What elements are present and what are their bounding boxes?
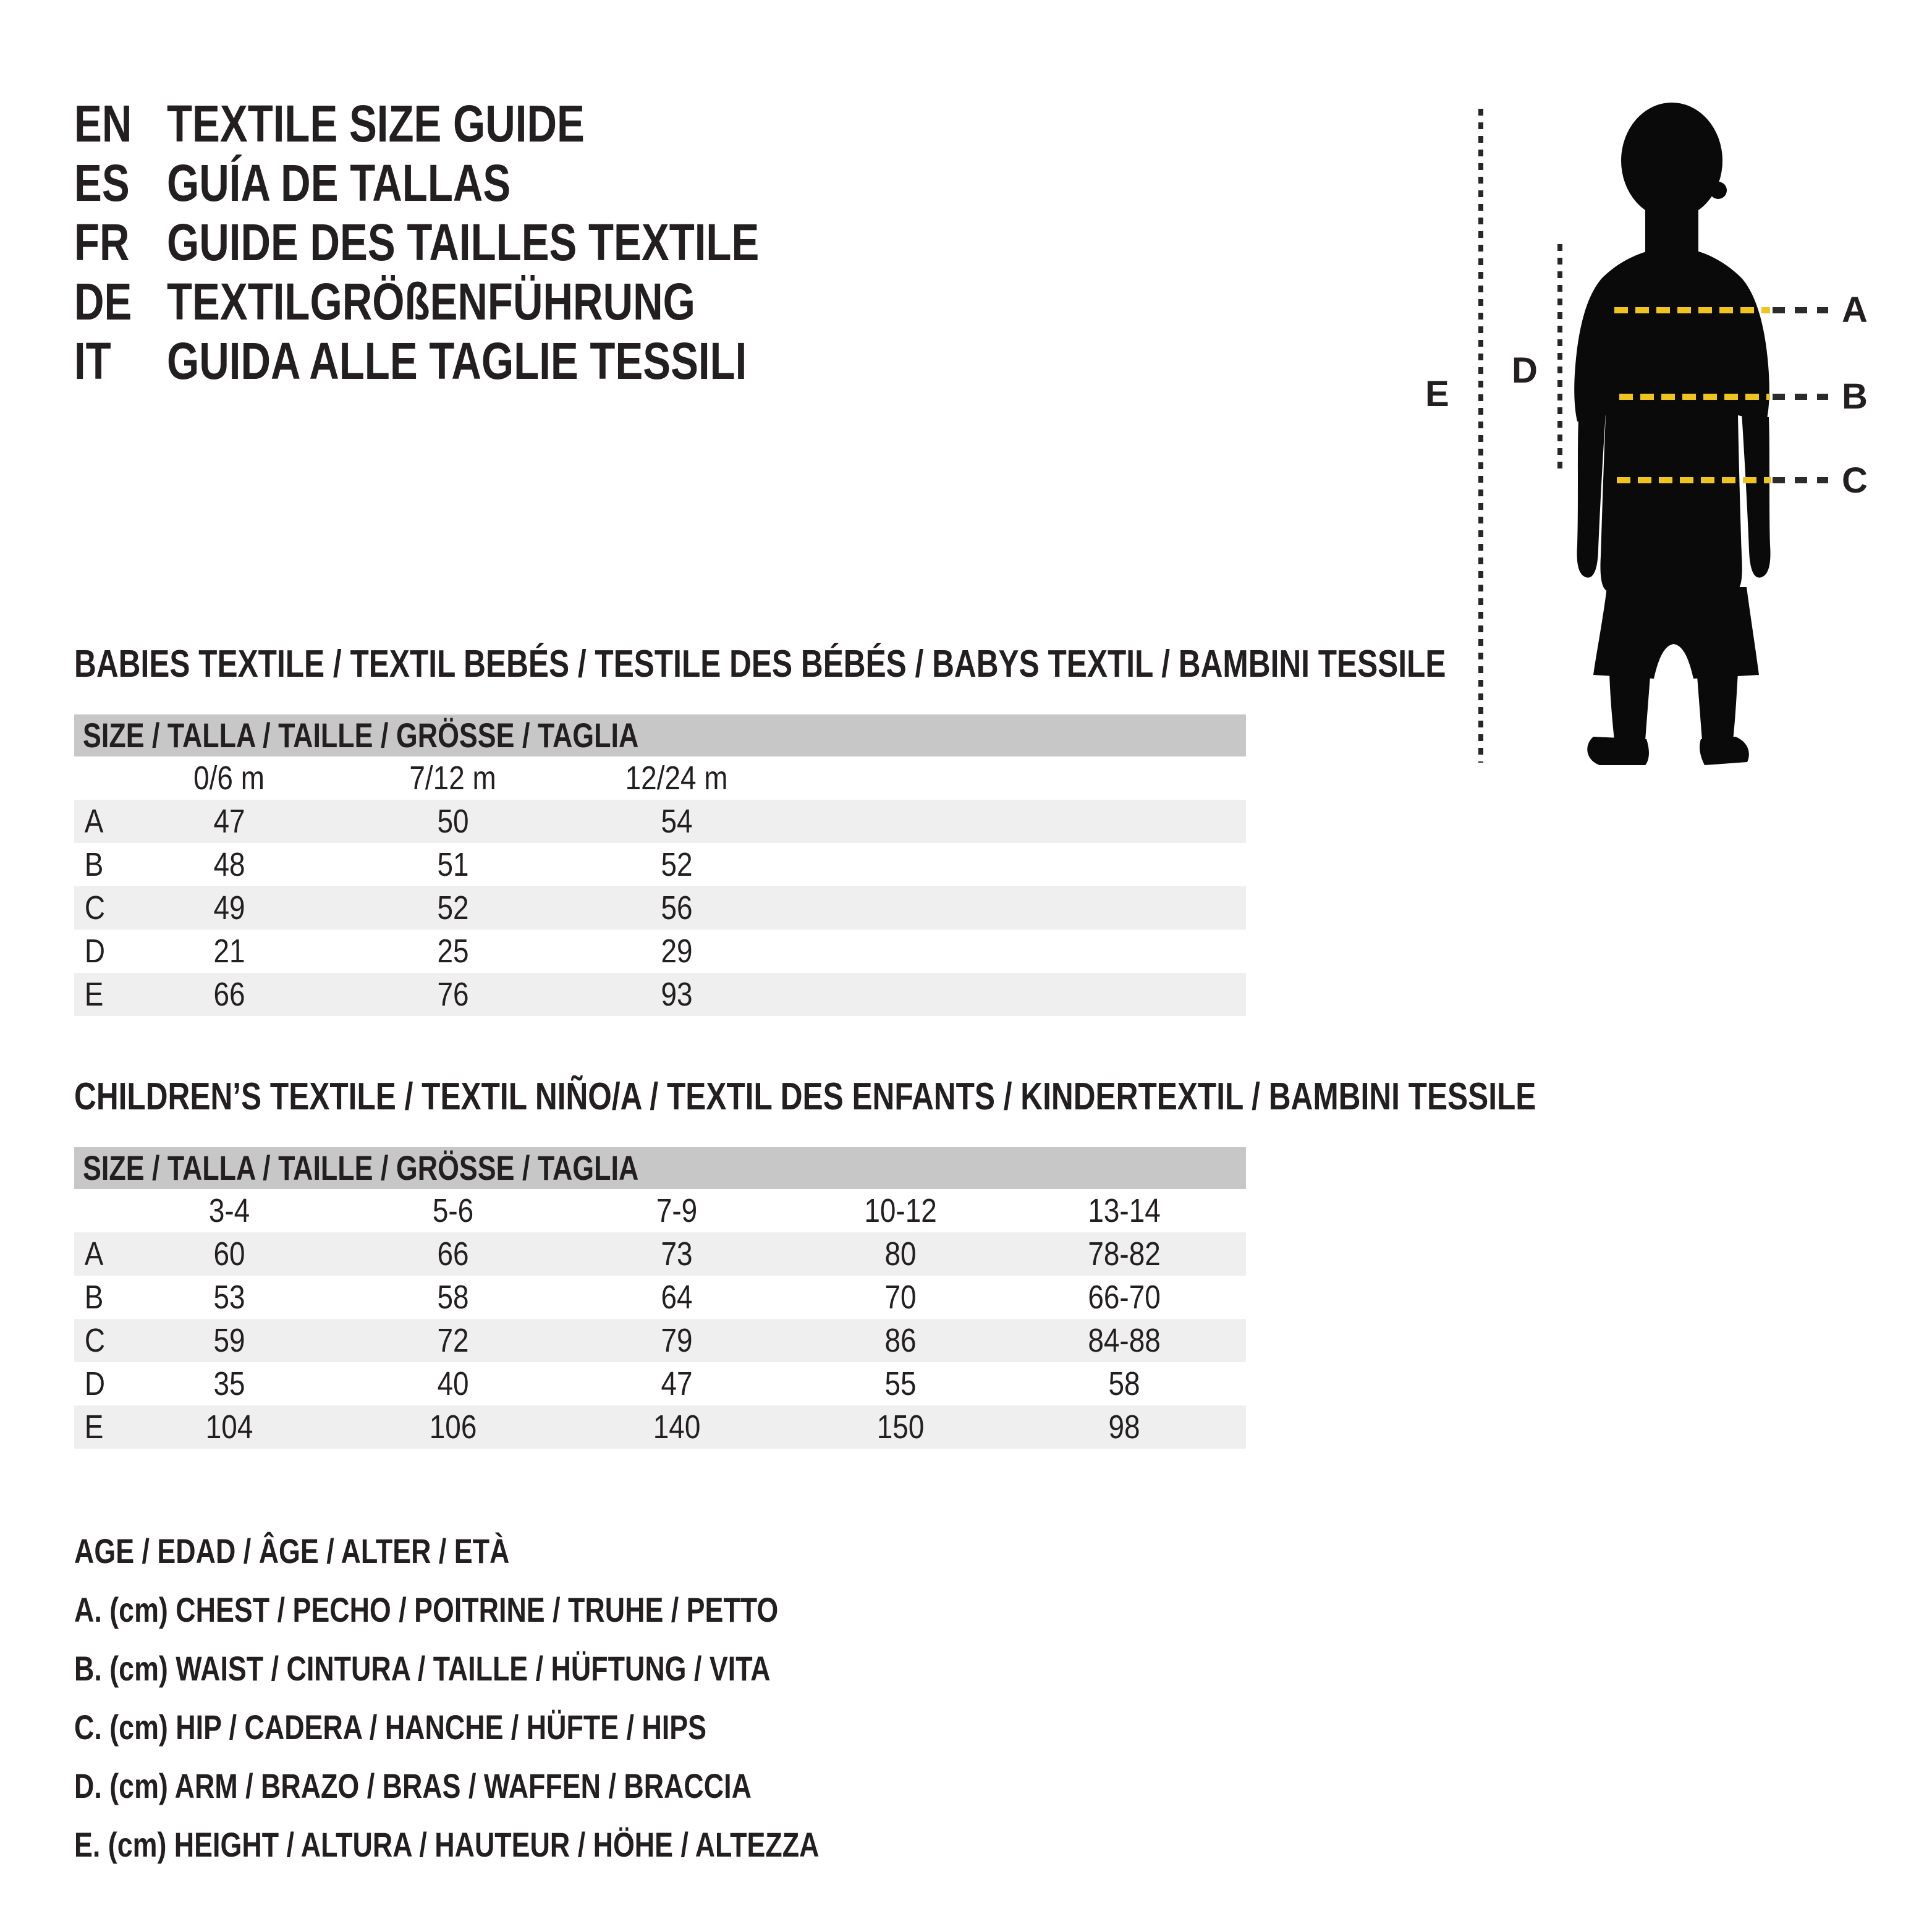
cell-value: 93: [661, 976, 693, 1013]
language-title: GUIDA ALLE TAGLIE TESSILI: [167, 331, 747, 390]
table-row: [74, 1276, 1246, 1319]
row-label: E: [84, 1409, 104, 1446]
children-column-header: 5-6: [432, 1192, 474, 1229]
marker-label-d: D: [1512, 350, 1538, 391]
table-row: [74, 1319, 1246, 1362]
language-title: GUIDE DES TAILLES TEXTILE: [167, 213, 760, 271]
language-title: TEXTILE SIZE GUIDE: [167, 94, 585, 153]
language-code: DE: [74, 272, 132, 331]
cell-value: 150: [876, 1409, 925, 1446]
cell-value: 58: [437, 1279, 469, 1316]
waist-dash-black: [1773, 394, 1828, 400]
cell-value: 66-70: [1088, 1279, 1161, 1316]
table-row: [74, 930, 1246, 973]
cell-value: 29: [661, 933, 693, 970]
legend-age: AGE / EDAD / ÂGE / ALTER / ETÀ: [74, 1532, 510, 1570]
cell-value: 98: [1108, 1409, 1140, 1446]
table-row: [74, 1362, 1246, 1405]
row-label: E: [84, 976, 104, 1013]
table-row: [74, 1232, 1246, 1276]
cell-value: 47: [661, 1365, 693, 1402]
language-row-de: [74, 272, 907, 331]
row-label: B: [84, 1279, 104, 1316]
legend-waist: B. (cm) WAIST / CINTURA / TAILLE / HÜFTUNG / VITA: [74, 1649, 771, 1688]
cell-value: 84-88: [1088, 1322, 1161, 1359]
chest-dash-black: [1773, 307, 1828, 313]
cell-value: 35: [213, 1365, 245, 1402]
legend-arm: D. (cm) ARM / BRAZO / BRAS / WAFFEN / BRACCIA: [74, 1766, 752, 1805]
table-row: [74, 800, 1246, 843]
cell-value: 49: [213, 889, 245, 926]
cell-value: 86: [884, 1322, 917, 1359]
marker-label-a: A: [1842, 290, 1868, 330]
language-row-fr: [74, 213, 907, 272]
cell-value: 53: [213, 1279, 245, 1316]
cell-value: 55: [884, 1365, 917, 1402]
children-column-header: 13-14: [1088, 1192, 1161, 1229]
cell-value: 51: [437, 846, 469, 883]
cell-value: 80: [884, 1235, 917, 1273]
cell-value: 104: [205, 1409, 253, 1446]
cell-value: 66: [213, 976, 245, 1013]
chest-dash-yellow: [1614, 307, 1770, 313]
language-row-en: [74, 94, 907, 153]
row-label: C: [84, 889, 106, 926]
cell-value: 76: [437, 976, 469, 1013]
cell-value: 52: [661, 846, 693, 883]
legend-hip: C. (cm) HIP / CADERA / HANCHE / HÜFTE / HIPS: [74, 1708, 707, 1747]
children-size-header-band: SIZE / TALLA / TAILLE / GRÖSSE / TAGLIA: [74, 1147, 1246, 1189]
child-silhouette-graphic: [1570, 99, 1805, 773]
row-label: D: [84, 933, 106, 970]
table-row: [74, 886, 1246, 930]
silhouette-left-shoe: [1587, 737, 1649, 765]
silhouette-right-leg: [1697, 672, 1738, 740]
waist-dash-yellow: [1619, 394, 1770, 400]
cell-value: 48: [213, 846, 245, 883]
row-label: B: [84, 846, 104, 883]
table-row: [74, 1405, 1246, 1449]
cell-value: 70: [884, 1279, 917, 1316]
cell-value: 25: [437, 933, 469, 970]
language-title: GUÍA DE TALLAS: [167, 153, 511, 212]
babies-section-title: BABIES TEXTILE / TEXTIL BEBÉS / TESTILE DES BÉBÉS / BABYS TEXTIL / BAMBINI TESSILE: [74, 643, 1446, 685]
language-code: IT: [74, 331, 111, 390]
marker-label-b: B: [1842, 376, 1868, 417]
cell-value: 59: [213, 1322, 245, 1359]
language-title: TEXTILGRÖßENFÜHRUNG: [167, 272, 695, 331]
cell-value: 64: [661, 1279, 693, 1316]
language-code: EN: [74, 94, 132, 153]
hip-dash-black: [1773, 477, 1828, 483]
legend-height: E. (cm) HEIGHT / ALTURA / HAUTEUR / HÖHE / ALTEZZA: [74, 1825, 820, 1864]
row-label: A: [84, 803, 104, 840]
cell-value: 50: [437, 803, 469, 840]
silhouette-right-arm: [1742, 413, 1770, 578]
language-code: ES: [74, 153, 130, 212]
babies-column-header-row: [74, 756, 1246, 800]
cell-value: 52: [437, 889, 469, 926]
legend-chest: A. (cm) CHEST / PECHO / POITRINE / TRUHE / PETTO: [74, 1590, 779, 1629]
language-row-it: [74, 331, 907, 391]
children-column-header-row: [74, 1189, 1246, 1232]
silhouette-shorts: [1593, 587, 1759, 679]
cell-value: 79: [661, 1322, 693, 1359]
cell-value: 54: [661, 803, 693, 840]
language-row-es: [74, 153, 907, 213]
height-measure-line-e: [1478, 109, 1483, 763]
children-column-header: 10-12: [864, 1192, 937, 1229]
children-section-title: CHILDREN’S TEXTILE / TEXTIL NIÑO/A / TEXTIL DES ENFANTS / KINDERTEXTIL / BAMBINI TESSILE: [74, 1075, 1536, 1118]
cell-value: 58: [1108, 1365, 1140, 1402]
row-label: C: [84, 1322, 106, 1359]
marker-label-e: E: [1425, 374, 1449, 414]
cell-value: 40: [437, 1365, 469, 1402]
babies-column-header: 0/6 m: [193, 760, 265, 797]
cell-value: 72: [437, 1322, 469, 1359]
marker-label-c: C: [1842, 460, 1868, 501]
cell-value: 56: [661, 889, 693, 926]
babies-size-header-band: SIZE / TALLA / TAILLE / GRÖSSE / TAGLIA: [74, 714, 1246, 756]
cell-value: 140: [653, 1409, 701, 1446]
children-size-table: [74, 1147, 1246, 1449]
cell-value: 21: [213, 933, 245, 970]
cell-value: 73: [661, 1235, 693, 1273]
children-column-header: 7-9: [656, 1192, 698, 1229]
children-column-header: 3-4: [208, 1192, 250, 1229]
arm-measure-line-d: [1557, 244, 1562, 473]
cell-value: 66: [437, 1235, 469, 1273]
language-list: [74, 94, 907, 391]
cell-value: 106: [429, 1409, 477, 1446]
table-row: [74, 973, 1246, 1016]
row-label: A: [84, 1235, 104, 1273]
babies-column-header: 12/24 m: [625, 760, 728, 797]
table-row: [74, 843, 1246, 886]
hip-dash-yellow: [1617, 477, 1771, 483]
babies-size-table: [74, 714, 1246, 1016]
row-label: D: [84, 1365, 106, 1402]
babies-column-header: 7/12 m: [409, 760, 497, 797]
cell-value: 47: [213, 803, 245, 840]
cell-value: 78-82: [1088, 1235, 1161, 1273]
silhouette-right-shoe: [1700, 737, 1749, 765]
measurement-legend: [74, 1522, 1006, 1874]
cell-value: 60: [213, 1235, 245, 1273]
silhouette-left-leg: [1609, 672, 1650, 740]
language-code: FR: [74, 213, 130, 271]
